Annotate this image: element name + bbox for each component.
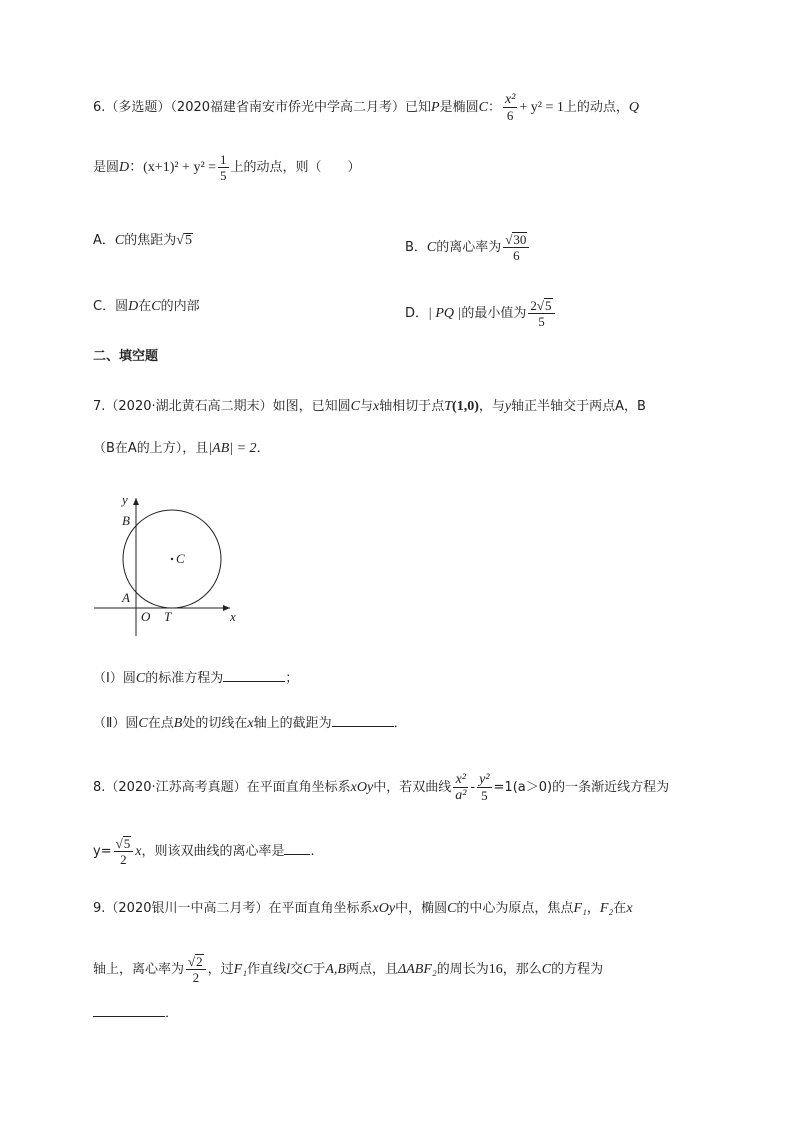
q7-text: ，与: [478, 399, 505, 414]
q6-circle-den: 5: [220, 168, 227, 183]
q7-var-x: x: [373, 399, 380, 414]
q9-text: 的方程为: [551, 962, 604, 977]
q9-f2: F₂: [599, 901, 614, 916]
q8-number: 8.: [93, 780, 106, 795]
label-a: A: [122, 590, 130, 605]
sqrt: √5: [536, 298, 552, 313]
q6-circle-left: ：(x+1)² + y² =: [129, 160, 217, 175]
y-axis-arrow-icon: [133, 498, 139, 505]
q6-option-a: [93, 232, 193, 250]
option-label: D．: [405, 306, 429, 321]
q8-frac-2: [477, 772, 491, 803]
q6-type-tag: （多选题）: [105, 100, 171, 115]
q7-text: 的标准方程为: [145, 671, 224, 686]
q8-asym-frac: [114, 836, 134, 867]
q7-period: ．: [256, 441, 270, 456]
q9-text: 的中心为原点，焦点: [456, 901, 574, 916]
q9-text: ．: [165, 1006, 179, 1021]
answer-blank[interactable]: [93, 1004, 165, 1017]
q6-option-d: [405, 298, 557, 329]
q6-var-c: C: [478, 100, 488, 115]
option-label: C．圆: [93, 299, 129, 314]
q7-line2: [93, 440, 270, 458]
q6-line1: [93, 92, 639, 123]
label-b: B: [122, 513, 130, 528]
label-y: y: [122, 492, 128, 507]
label-o: O: [141, 609, 151, 624]
q9-comma: ，: [586, 901, 600, 916]
q9-ab: A,B: [325, 962, 346, 977]
q9-var-c: C: [447, 901, 457, 916]
q6-option-b: [405, 232, 531, 263]
q7-var-y: y: [504, 399, 512, 414]
q6-var-c: C: [114, 233, 125, 248]
q9-xoy: xOy: [372, 901, 396, 916]
label-t: T: [164, 609, 172, 624]
q6-var-q: Q: [628, 100, 640, 115]
option-text: 的焦距为: [124, 233, 177, 248]
q7-ab-expr: |AB| = 2: [208, 441, 257, 456]
q7-var-x: x: [247, 716, 254, 731]
x-axis-arrow-icon: [223, 605, 230, 611]
q9-text: 的周长为: [436, 962, 489, 977]
q7-var-c: C: [135, 671, 146, 686]
sqrt: √5: [115, 836, 131, 851]
q9-var-c: C: [541, 962, 552, 977]
q7-sub-label: （Ⅰ）圆: [93, 671, 136, 686]
q8-minus: -: [470, 780, 476, 795]
q8-line2: [93, 836, 315, 867]
radicand: 5: [123, 836, 131, 851]
answer-blank[interactable]: [223, 669, 285, 682]
label-x: x: [230, 609, 236, 624]
q9-text: 中，椭圆: [395, 901, 448, 916]
q6-colon: ：: [487, 100, 501, 115]
option-text: 的内部: [160, 299, 200, 314]
fraction-num: x²: [453, 772, 468, 788]
option-text: 的离心率为: [436, 240, 502, 255]
q9-text: ，那么: [502, 962, 542, 977]
sqrt: √30: [505, 232, 527, 247]
q9-var-c: C: [303, 962, 313, 977]
q9-line1: [93, 900, 633, 918]
q8-text: 在平面直角坐标系: [246, 780, 351, 795]
q9-perimeter: 16: [488, 962, 503, 977]
q7-text: 在点: [147, 716, 174, 731]
q6-ellipse-rest: + y² = 1: [519, 100, 564, 115]
q9-var-x: x: [626, 901, 633, 916]
q7-text: 轴正半轴交于两点A，B: [511, 399, 646, 414]
q6-var-d: D: [128, 299, 139, 314]
q6-var-d: D: [119, 160, 130, 175]
q6-var-c: C: [151, 299, 161, 314]
q7-line1: [93, 398, 646, 416]
q9-text: 在: [613, 901, 627, 916]
option-label: B．: [405, 240, 427, 255]
q8-text: y=: [93, 844, 112, 859]
q9-line3: [93, 1004, 178, 1023]
q8-frac-1: [453, 772, 468, 803]
q7-text: （B在A的上方），且: [93, 441, 209, 456]
q9-text: 作直线: [247, 962, 287, 977]
q6-var-p: P: [431, 100, 440, 115]
radicand: 5: [545, 298, 552, 313]
q7-text: ．: [393, 716, 407, 731]
fraction-den: a²: [455, 788, 467, 803]
q9-triangle: ΔABF₂: [398, 962, 437, 977]
q6-var-c: C: [426, 240, 437, 255]
q8-text: ，则该双曲线的离心率是: [141, 844, 285, 859]
radicand: 5: [184, 233, 192, 248]
q7-var-b: B: [173, 716, 183, 731]
q7-var-c: C: [350, 399, 360, 414]
q9-var-l: l: [286, 962, 290, 977]
q8-xoy: xOy: [350, 780, 374, 795]
fraction-den: 5: [538, 314, 545, 329]
q6-ellipse-fraction: [503, 92, 517, 123]
center-point: [171, 558, 173, 560]
q9-text: 在平面直角坐标系: [268, 901, 373, 916]
q6-ellipse-num: x²: [504, 92, 516, 107]
sqrt: √5: [176, 233, 192, 248]
coef: 2: [530, 298, 537, 313]
fraction-num: y²: [479, 772, 490, 787]
section-heading: 二、填空题: [93, 349, 159, 364]
q7-text: 如图，已知圆: [272, 399, 351, 414]
radicand: 30: [513, 232, 527, 247]
q6-source: （2020福建省南安市侨光中学高二月考）: [170, 100, 406, 115]
q6-text: 已知: [405, 100, 432, 115]
q9-text: ，过: [207, 962, 234, 977]
option-text: 在: [138, 299, 152, 314]
q6-circle-fraction: [218, 152, 229, 183]
q6-b-fraction: [503, 232, 529, 263]
q9-source: （2020银川一中高二月考）: [105, 901, 269, 916]
q6-pq-expr: | PQ |: [428, 306, 462, 321]
q7-text: 轴上的截距为: [253, 716, 332, 731]
q7-var-c: C: [138, 716, 148, 731]
radicand: 2: [196, 954, 203, 969]
fraction-den: 5: [481, 788, 488, 803]
q7-sub1: [93, 669, 298, 688]
q8-period: .: [310, 844, 315, 859]
label-c: C: [176, 551, 185, 566]
q7-sub-label: （Ⅱ）圆: [93, 716, 139, 731]
q6-option-c: [93, 298, 200, 316]
q9-e-frac: [186, 954, 206, 985]
fraction-den: 2: [120, 852, 127, 867]
q9-f1: F₁: [233, 962, 248, 977]
q8-line1: [93, 772, 669, 803]
q6-text: 上的动点，则（ ）: [230, 160, 361, 175]
option-text: 的最小值为: [461, 306, 527, 321]
fraction-den: 2: [192, 970, 200, 985]
q7-t-coord: (1,0): [452, 399, 479, 414]
q8-source: （2020·江苏高考真题）: [105, 780, 247, 795]
q7-text: ；: [285, 671, 299, 686]
q7-var-t: T: [444, 399, 453, 414]
q7-text: 与: [359, 399, 373, 414]
q6-circle-num: 1: [220, 152, 227, 167]
q6-ellipse-den: 6: [506, 108, 514, 123]
q9-text: 于: [312, 962, 326, 977]
q7-sub2: [93, 714, 407, 733]
q9-text: 两点，且: [345, 962, 398, 977]
q8-var-x: x: [135, 844, 142, 859]
q7-source: （2020·湖北黄石高二期末）: [105, 399, 273, 414]
q6-number: 6.: [93, 100, 106, 115]
q9-f1: F₁: [573, 901, 587, 916]
answer-blank[interactable]: [332, 714, 394, 727]
q9-number: 9.: [93, 901, 106, 916]
q6-text: 是椭圆: [439, 100, 479, 115]
answer-blank[interactable]: [284, 842, 310, 855]
q7-text: 处的切线在: [182, 716, 248, 731]
fraction-den: 6: [513, 248, 520, 263]
q6-d-fraction: [528, 298, 554, 329]
q6-text: 上的动点，: [563, 100, 629, 115]
q8-text: =1(a＞0)的一条渐近线方程为: [493, 780, 670, 795]
q7-text: 轴相切于点: [379, 399, 445, 414]
q9-text: 交: [290, 962, 304, 977]
q6-text: 是圆: [93, 160, 120, 175]
q8-text: 中，若双曲线: [373, 780, 452, 795]
q6-line2: [93, 152, 361, 183]
q9-line2: [93, 954, 603, 985]
q7-figure: [90, 490, 250, 640]
q9-text: 轴上，离心率为: [93, 962, 185, 977]
sqrt: √2: [188, 954, 203, 969]
q7-number: 7.: [93, 399, 106, 414]
option-label: A．: [93, 233, 115, 248]
